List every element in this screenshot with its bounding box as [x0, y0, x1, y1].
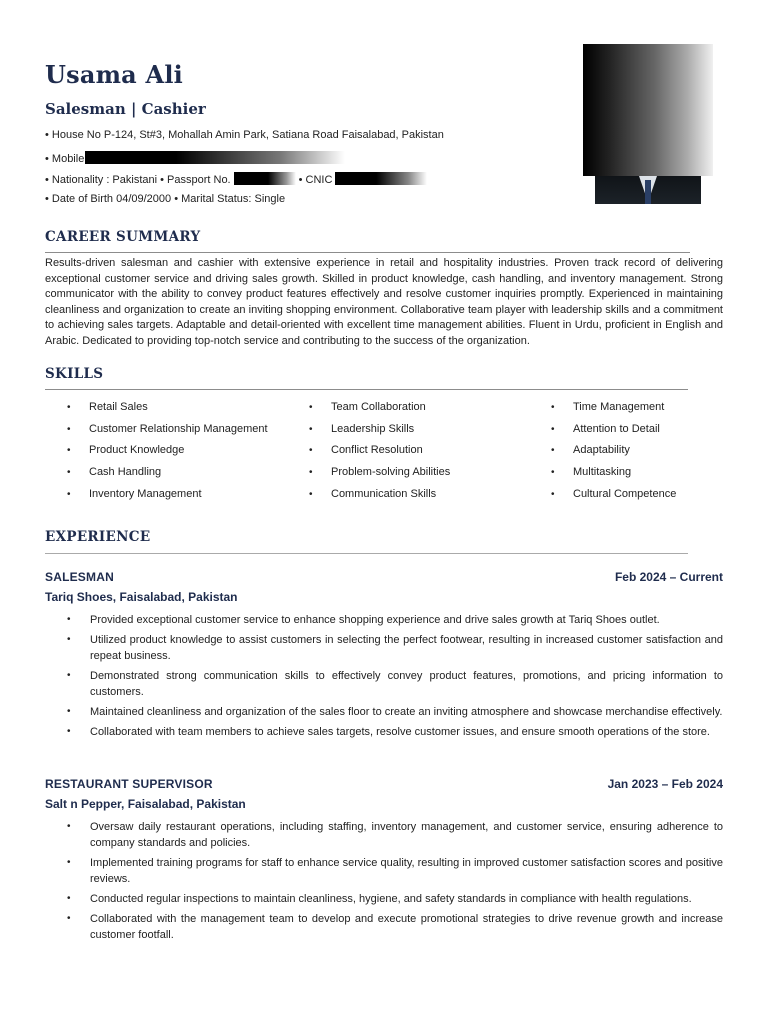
- career-summary-text: Results-driven salesman and cashier with extensive experience in retail and hospitality industries. Proven track record of delivering exceptional customer service and driving sales growth. Skilled in product knowledge, cash handling, and inventory management. Strong communicator with the ability to convey product features effectively and resolve customer inquiries promptly. Experienced in maintaining cleanliness and organization to create an inviting shopping environment. Collaborative team player with leadership skills and a commitment to achieving sales targets. Adaptable and detail-oriented with excellent time management abilities. Fluent in Urdu, proficient in English and Arabic. Dedicated to providing top-notch service and contributing to the success of the organization.: [45, 257, 723, 347]
- responsibility-item: • Collaborated with the management team to develop and execute promotional strategies to drive revenue growth and increase customer footfall.: [67, 913, 723, 941]
- skills-heading: SKILLS: [45, 366, 104, 382]
- section-divider: [45, 389, 688, 390]
- responsibility-item: • Conducted regular inspections to maintain cleanliness, hygiene, and safety standards in compliance with health regulations.: [67, 893, 692, 905]
- job-entry: [45, 777, 723, 947]
- passport-redaction: [234, 172, 296, 185]
- responsibility-item: • Maintained cleanliness and organization of the sales floor to create an inviting atmosphere and showcase merchandise effectively.: [67, 706, 723, 718]
- job-company: Salt n Pepper, Faisalabad, Pakistan: [45, 797, 246, 811]
- cnic-label: • CNIC: [298, 174, 333, 186]
- experience-heading: EXPERIENCE: [45, 529, 151, 545]
- photo-suit-visible: [595, 176, 701, 204]
- address-line: • House No P-124, St#3, Mohallah Amin Park, Satiana Road Faisalabad, Pakistan: [45, 129, 444, 141]
- responsibility-item: • Demonstrated strong communication skills to effectively convey product features, promotions, and pricing information to customers.: [67, 670, 723, 698]
- candidate-name: Usama Ali: [45, 60, 183, 89]
- job-title: RESTAURANT SUPERVISOR: [45, 777, 213, 791]
- career-summary-heading: CAREER SUMMARY: [45, 229, 201, 245]
- profile-photo: [583, 44, 713, 204]
- dob-marital-line: • Date of Birth 04/09/2000 • Marital Status: Single: [45, 193, 286, 205]
- responsibility-item: • Utilized product knowledge to assist customers in selecting the perfect footwear, resulting in increased customer satisfaction and repeat business.: [67, 634, 723, 662]
- responsibility-item: • Collaborated with team members to achieve sales targets, resolve customer issues, and ensure smooth operations of the store.: [67, 726, 710, 738]
- candidate-role: Salesman | Cashier: [45, 100, 206, 118]
- skills-list: • Retail Sales • Customer Relationship Management • Product Knowledge • Cash Handling • Inventory Management • Team Collaboration • Leadership Skills • Conflict Resolution • Problem-solving Abilities • Communication Skills • Time Management • Attention to Detail • Adaptability • Multitasking • Cultural Competence: [67, 401, 677, 500]
- section-divider: [45, 553, 688, 554]
- job-responsibilities: [45, 819, 723, 943]
- mobile-redaction: [85, 151, 345, 164]
- responsibility-item: • Provided exceptional customer service to enhance shopping experience and drive sales growth at Tariq Shoes outlet.: [67, 614, 660, 626]
- job-company: Tariq Shoes, Faisalabad, Pakistan: [45, 590, 238, 604]
- responsibility-item: • Oversaw daily restaurant operations, including staffing, inventory management, and customer service, ensuring adherence to company standards and policies.: [67, 821, 723, 849]
- job-responsibilities: [45, 612, 723, 740]
- responsibility-item: • Implemented training programs for staff to enhance service quality, resulting in improved customer satisfaction scores and positive reviews.: [67, 857, 723, 885]
- job-header: [45, 570, 723, 590]
- tie: [645, 180, 651, 204]
- job-title: SALESMAN: [45, 570, 114, 584]
- job-dates: Feb 2024 – Current: [614, 570, 723, 584]
- job-entry: [45, 570, 723, 744]
- mobile-line: [45, 151, 345, 165]
- identity-line: [45, 172, 427, 186]
- cnic-redaction: [335, 172, 427, 185]
- job-dates: Jan 2023 – Feb 2024: [607, 777, 723, 791]
- section-divider: [45, 252, 690, 253]
- nationality-passport-label: • Nationality : Pakistani • Passport No.: [45, 174, 231, 186]
- job-header: [45, 777, 723, 797]
- mobile-label: • Mobile: [45, 153, 85, 165]
- photo-redaction: [583, 44, 713, 176]
